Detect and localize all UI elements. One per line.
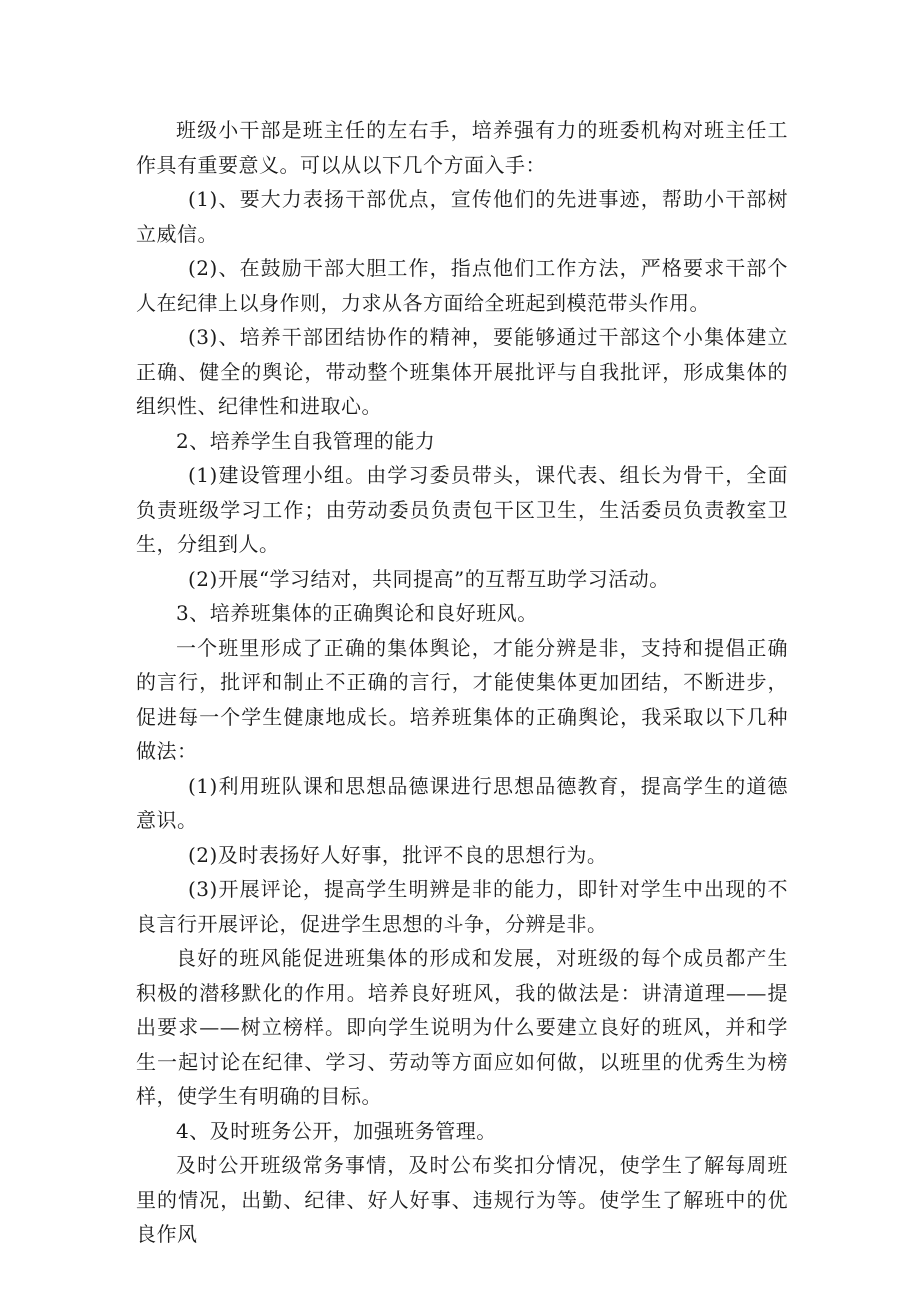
paragraph-class-cadres-intro: 班级小干部是班主任的左右手，培养强有力的班委机构对班主任工作具有重要意义。可以从以下几个方面入手： xyxy=(136,118,788,177)
paragraph-item-moral-education: (1)利用班队课和思想品德课进行思想品德教育，提高学生的道德意识。 xyxy=(136,773,788,832)
paragraph-item-management-group: (1)建设管理小组。由学习委员带头，课代表、组长为骨干，全面负责班级学习工作；由劳动委员负责包干区卫生，生活委员负责教室卫生，分组到人。 xyxy=(136,463,788,556)
paragraph-item-study-pairing: (2)开展“学习结对，共同提高”的互帮互助学习活动。 xyxy=(188,566,670,591)
paragraph-item-discussion: (3)开展评论，提高学生明辨是非的能力，即针对学生中出现的不良言行开展评论，促进学生思想的斗争，分辨是非。 xyxy=(136,877,788,936)
paragraph-item-1: (1)、要大力表扬干部优点，宣传他们的先进事迹，帮助小干部树立威信。 xyxy=(136,187,788,246)
paragraph-item-3: (3)、培养干部团结协作的精神，要能够通过干部这个小集体建立正确、健全的舆论，带动整个班集体开展批评与自我批评，形成集体的组织性、纪律性和进取心。 xyxy=(136,325,788,418)
section-heading-3: 3、培养班集体的正确舆论和良好班风。 xyxy=(176,601,538,625)
paragraph-class-affairs: 及时公开班级常务事情，及时公布奖扣分情况，使学生了解每周班里的情况，出勤、纪律、好人好事、违规行为等。使学生了解班中的优良作风 xyxy=(136,1153,788,1246)
section-heading-2: 2、培养学生自我管理的能力 xyxy=(176,428,436,453)
section-heading-4: 4、及时班务公开，加强班务管理。 xyxy=(176,1118,497,1143)
paragraph-class-spirit: 良好的班风能促进班集体的形成和发展，对班级的每个成员都产生积极的潜移默化的作用。培养良好班风，我的做法是：讲清道理——提出要求——树立榜样。即向学生说明为什么要建立良好的班风，并和学生一起讨论在纪律、学习、劳动等方面应如何做，以班里的优秀生为榜样，使学生有明确的目标。 xyxy=(136,946,788,1108)
document-body xyxy=(136,113,788,1252)
paragraph-item-2: (2)、在鼓励干部大胆工作，指点他们工作方法，严格要求干部个人在纪律上以身作则，力求从各方面给全班起到模范带头作用。 xyxy=(136,256,788,315)
paragraph-item-praise: (2)及时表扬好人好事，批评不良的思想行为。 xyxy=(188,842,608,867)
paragraph-public-opinion: 一个班里形成了正确的集体舆论，才能分辨是非，支持和提倡正确的言行，批评和制止不正确的言行，才能使集体更加团结，不断进步，促进每一个学生健康地成长。培养班集体的正确舆论，我采取以下几种做法： xyxy=(136,635,788,763)
